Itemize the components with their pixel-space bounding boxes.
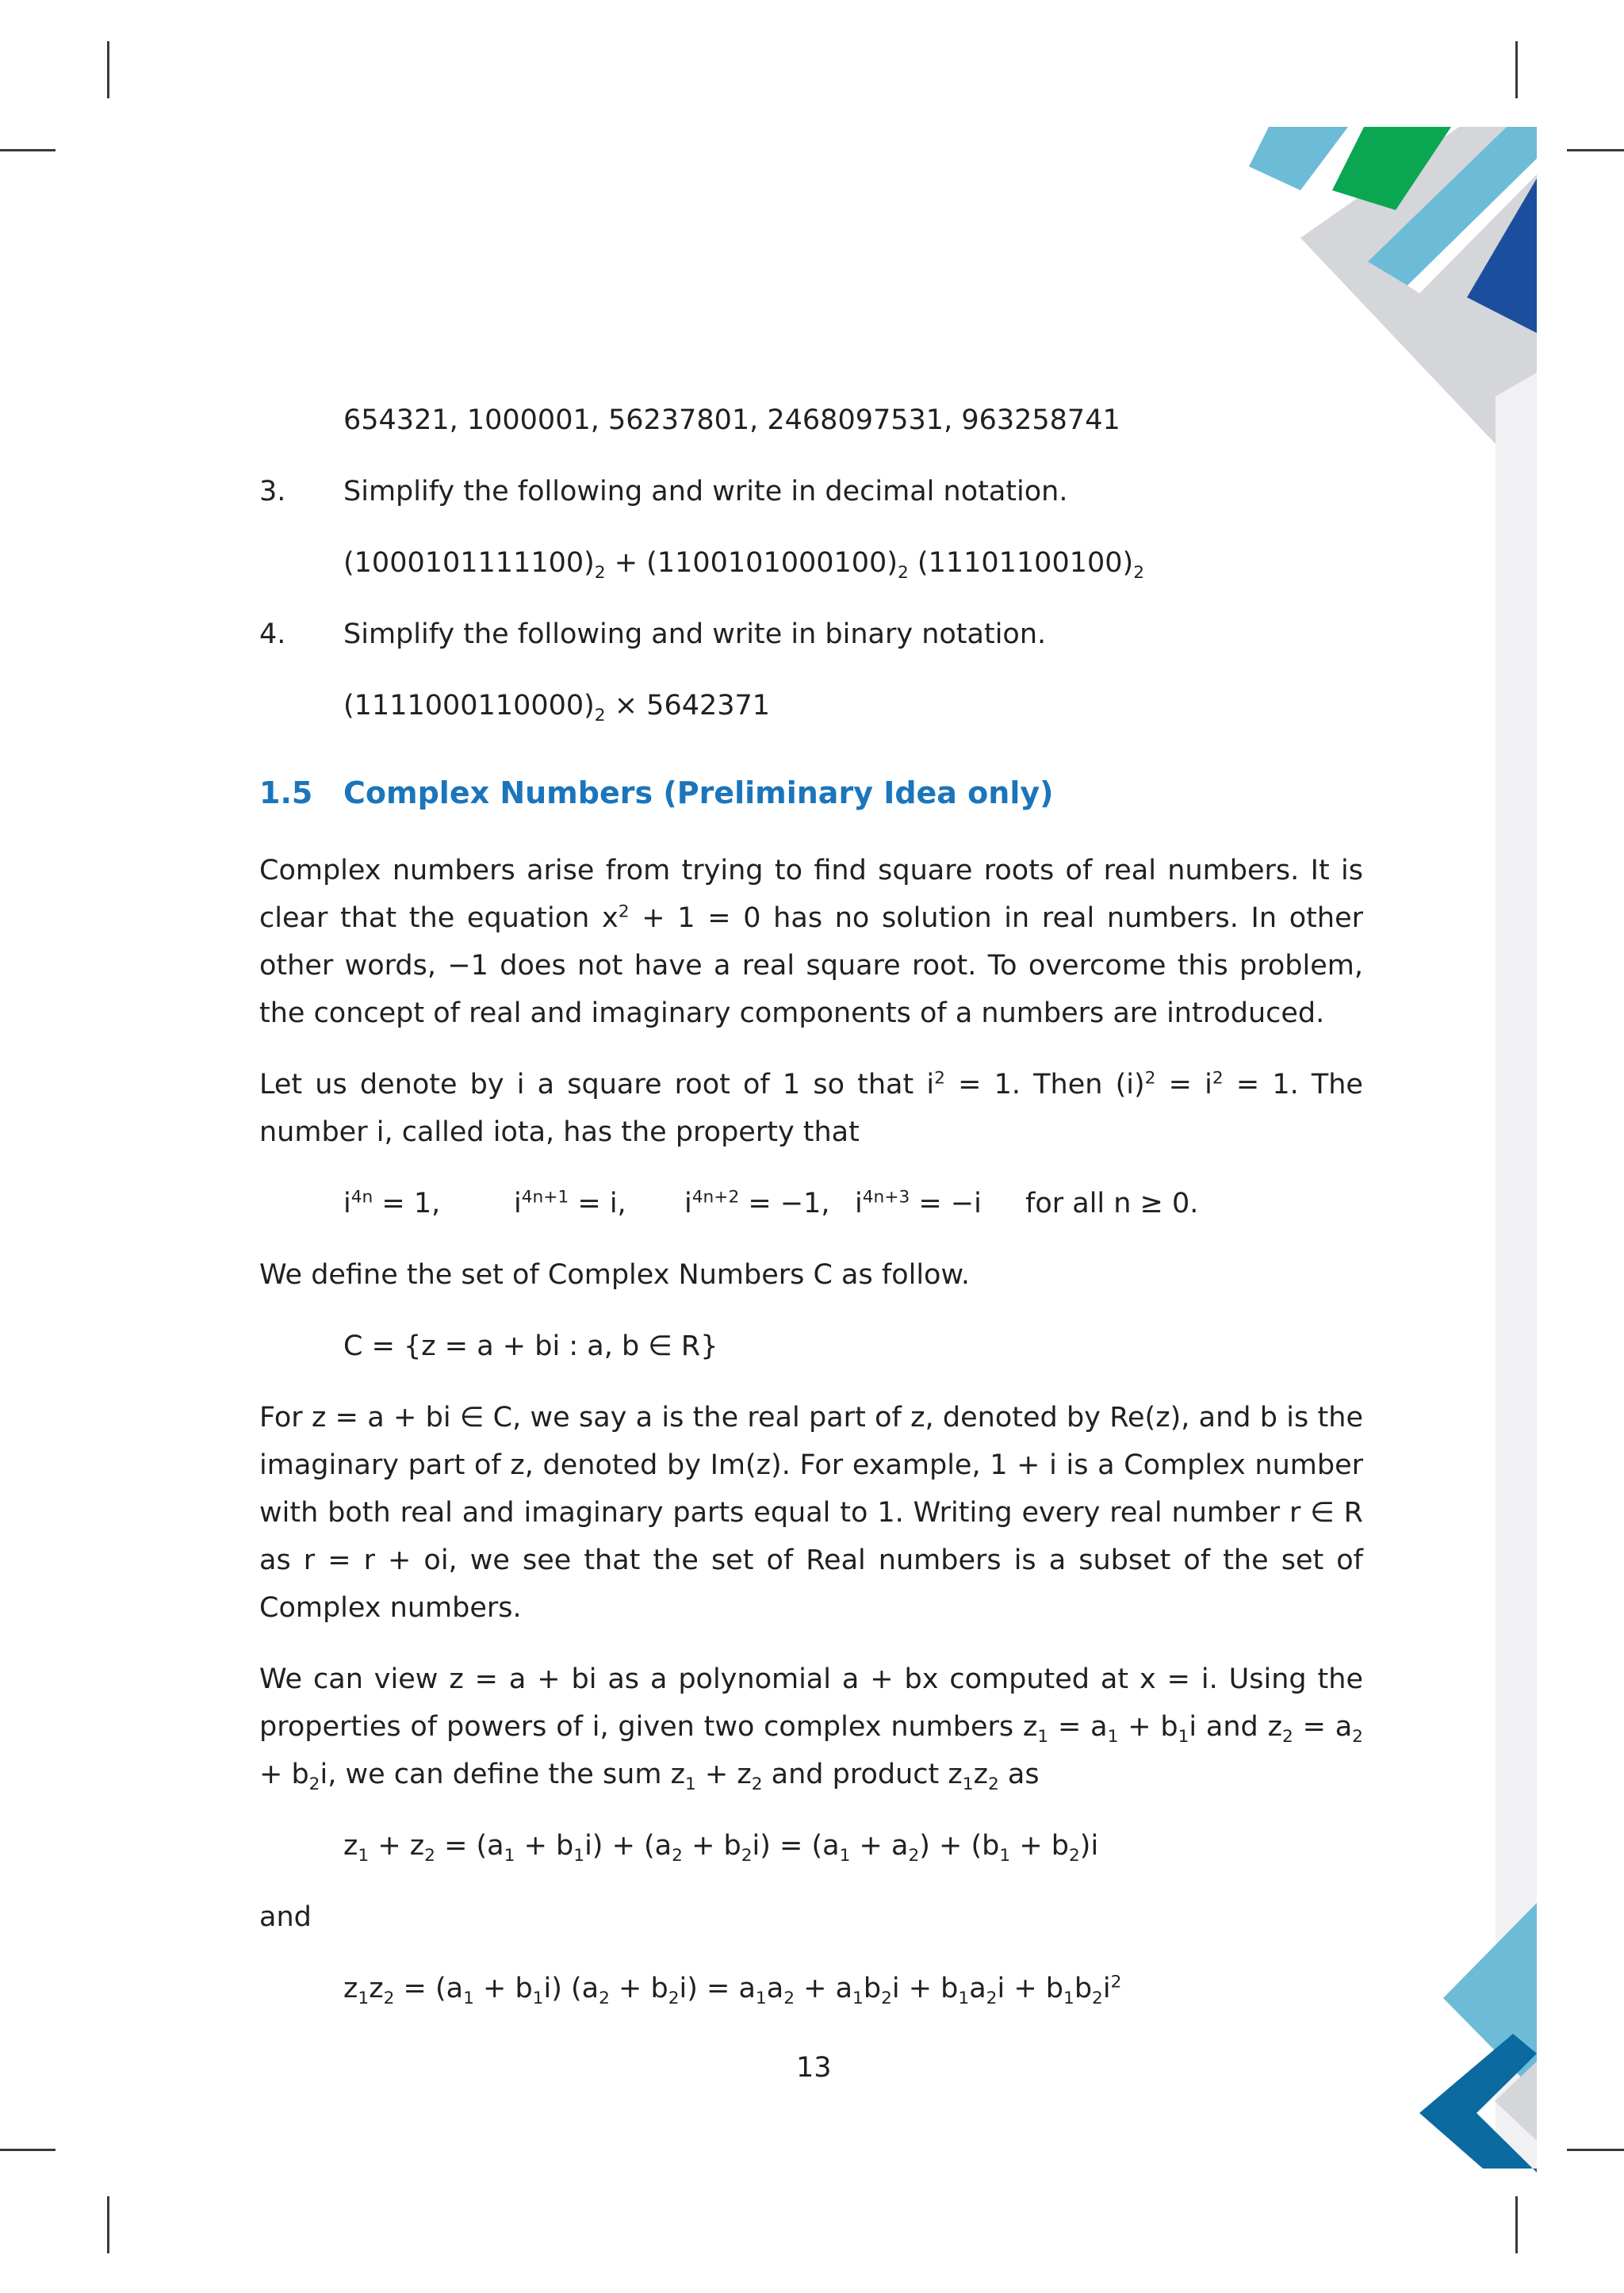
section-number: 1.5 [259,775,313,810]
and-word: and [259,1901,312,1933]
section-title: Complex Numbers (Preliminary Idea only) [343,775,1054,810]
define-line: We define the set of Complex Numbers C as follow. [259,1259,971,1291]
sum-equation: $z_1 + z_2 = (a_1 + b_1i) + (a_2 + b_2i) = (a_1 + a_2) + (b_1 + b_2)i$ [343,1830,1099,1866]
item-4-number: 4. [259,618,286,650]
power-condition: for all n ≥ 0. [1025,1188,1199,1219]
number-list: 654321, 1000001, 56237801, 2468097531, 963258741 [343,404,1120,436]
top-light-blue-shape [1249,127,1348,190]
page-number: 13 [796,2052,832,2084]
paragraph-iota: Let us denote by i a square root of 1 so that $i^2 = 1$. Then $(i)^2 = i^2 = 1$. The number i, called iota, has the property that [259,1068,1363,1148]
power-4n-plus-2: $i^{4n+2} = -1$, [684,1187,830,1219]
item-3-expression: $(1000101111100)_2 + (1100101000100)_2$ $(11101100100)_2$ [343,547,1144,583]
product-equation: $z_1z_2 = (a_1 + b_1i) (a_2 + b_2i) = a_1a_2 + a_1b_2i + b_1a_2i + b_1b_2i^2$ [343,1972,1122,2008]
paragraph-polynomial-view: We can view z = a + bi as a polynomial a + bx computed at x = i. Using the properties of powers of i, given two complex numbers $z_1 = a_1 + b_1i$ and $z_2 = a_2 + b_2i$, we can define the sum $z_1 + z_2$ and product $z_1z_2$ as [259,1663,1363,1794]
paragraph-complex-intro: Complex numbers arise from trying to find square roots of real numbers. It is clear that the equation $x^2 + 1 = 0$ has no solution in real numbers. In other other words, −1 does not have a real square root. To overcome this problem, the concept of real and imaginary components of a numbers are introduced. [259,855,1363,1029]
item-3-text: Simplify the following and write in decimal notation. [343,476,1068,507]
side-gray-band [1496,373,1537,2169]
paragraph-real-imaginary: For z = a + bi ∈ C, we say a is the real part of z, denoted by Re(z), and b is the imaginary part of z, denoted by Im(z). For example, 1 + i is a Complex number with both real and imaginary parts equal to 1. Writing every real number r ∈ R as r = r + oi, we see that the set of Real numbers is a subset of the set of Complex numbers. [259,1402,1363,1624]
item-3-number: 3. [259,476,286,507]
set-definition: C = {z = a + bi : a, b ∈ R} [343,1330,718,1362]
item-4-text: Simplify the following and write in binary notation. [343,618,1047,650]
item-4-expression: $(1111000110000)_2 \times 5642371$ [343,690,771,725]
power-4n-plus-3: $i^{4n+3} = -i$ [855,1187,982,1219]
power-4n-plus-1: $i^{4n+1} = i$, [514,1187,626,1219]
power-4n: $i^{4n} = 1$, [343,1187,441,1219]
